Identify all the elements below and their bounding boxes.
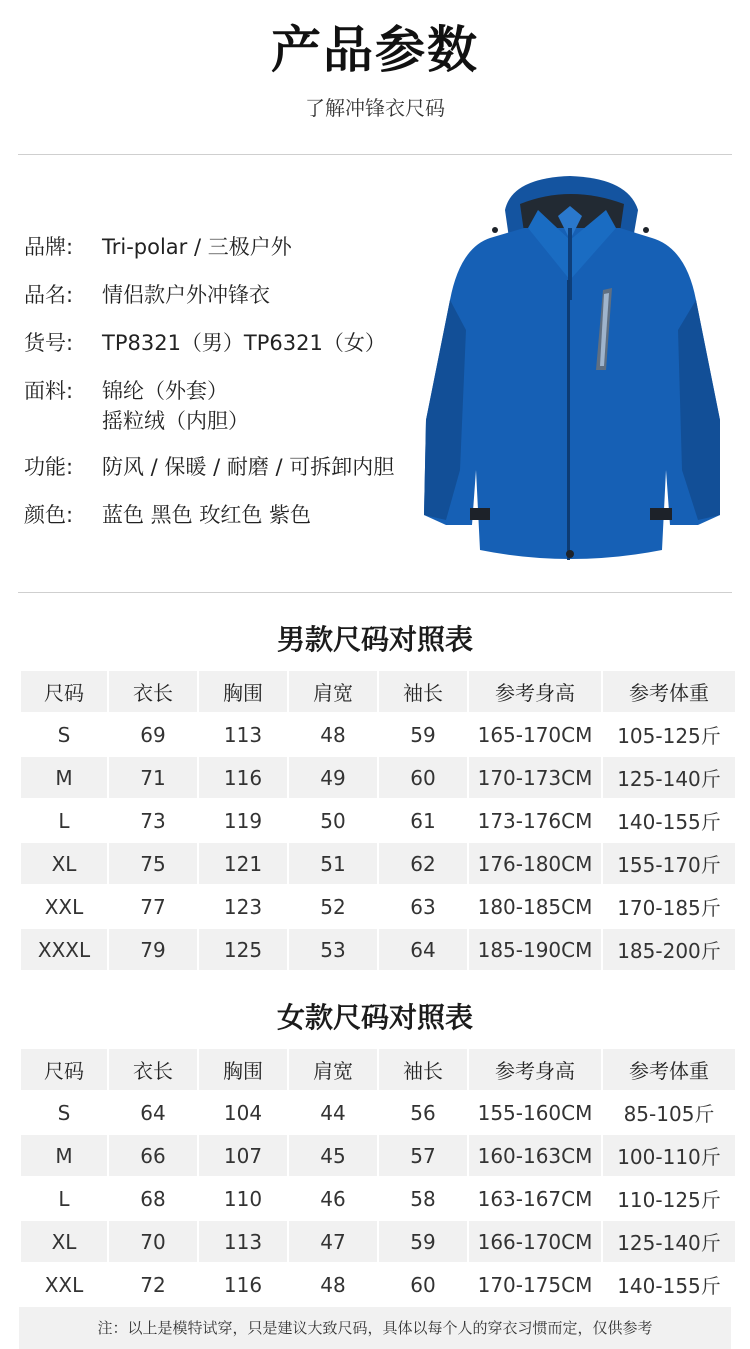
- table-cell: S: [21, 714, 107, 755]
- table-row: [21, 800, 735, 841]
- column-header: 参考体重: [603, 671, 735, 712]
- table-cell: 79: [109, 929, 197, 970]
- param-brand: [24, 232, 394, 262]
- table-cell: 70: [109, 1221, 197, 1262]
- table-cell: 170-185斤: [603, 886, 735, 927]
- table-cell: 49: [289, 757, 377, 798]
- table-cell: 59: [379, 714, 467, 755]
- table-cell: S: [21, 1092, 107, 1133]
- table-cell: 57: [379, 1135, 467, 1176]
- column-header: 参考身高: [469, 671, 601, 712]
- fabric-inner: 摇粒绒（内胆）: [102, 409, 249, 433]
- table-cell: 100-110斤: [603, 1135, 735, 1176]
- table-row: [21, 886, 735, 927]
- param-value: TP8321（男）TP6321（女）: [102, 331, 386, 355]
- table-cell: 52: [289, 886, 377, 927]
- table-cell: XXL: [21, 886, 107, 927]
- table-cell: 64: [109, 1092, 197, 1133]
- param-value: 蓝色 黑色 玫红色 紫色: [102, 503, 312, 527]
- table-cell: 173-176CM: [469, 800, 601, 841]
- table-cell: 116: [199, 1264, 287, 1305]
- column-header: 参考身高: [469, 1049, 601, 1090]
- table-cell: 170-173CM: [469, 757, 601, 798]
- table-cell: 72: [109, 1264, 197, 1305]
- table-cell: 64: [379, 929, 467, 970]
- table-cell: 155-160CM: [469, 1092, 601, 1133]
- table-cell: 69: [109, 714, 197, 755]
- page-title: 产品参数: [271, 21, 479, 79]
- column-header: 衣长: [109, 1049, 197, 1090]
- table-row: [21, 1135, 735, 1176]
- table-row: [21, 929, 735, 970]
- table-cell: 47: [289, 1221, 377, 1262]
- table-cell: 113: [199, 714, 287, 755]
- table-cell: 46: [289, 1178, 377, 1219]
- column-header: 胸围: [199, 1049, 287, 1090]
- param-value: [102, 376, 249, 436]
- column-header: 胸围: [199, 671, 287, 712]
- column-header: 尺码: [21, 671, 107, 712]
- table-cell: XXL: [21, 1264, 107, 1305]
- table-row: [21, 843, 735, 884]
- table-header-row: [21, 1049, 735, 1090]
- table-cell: 110: [199, 1178, 287, 1219]
- divider-middle: [18, 592, 732, 593]
- table-cell: 176-180CM: [469, 843, 601, 884]
- table-row: [21, 1092, 735, 1133]
- table-cell: 71: [109, 757, 197, 798]
- table-cell: 163-167CM: [469, 1178, 601, 1219]
- table-cell: 180-185CM: [469, 886, 601, 927]
- table-cell: 58: [379, 1178, 467, 1219]
- table-cell: 63: [379, 886, 467, 927]
- column-header: 肩宽: [289, 1049, 377, 1090]
- table-cell: 105-125斤: [603, 714, 735, 755]
- param-value: Tri-polar / 三极户外: [102, 235, 292, 259]
- blue-jacket-image: [420, 170, 730, 570]
- table-cell: L: [21, 1178, 107, 1219]
- table-cell: 160-163CM: [469, 1135, 601, 1176]
- table-cell: 66: [109, 1135, 197, 1176]
- param-function: [24, 452, 394, 482]
- table-cell: 165-170CM: [469, 714, 601, 755]
- table-cell: 75: [109, 843, 197, 884]
- table-row: [21, 1264, 735, 1305]
- footnote: 注：以上是模特试穿，只是建议大致尺码，具体以每个人的穿衣习惯而定，仅供参考: [19, 1307, 731, 1349]
- column-header: 衣长: [109, 671, 197, 712]
- table-cell: 61: [379, 800, 467, 841]
- men-size-table: [19, 669, 737, 972]
- table-cell: 44: [289, 1092, 377, 1133]
- column-header: 袖长: [379, 671, 467, 712]
- param-value: 情侣款户外冲锋衣: [102, 283, 270, 307]
- table-cell: 60: [379, 757, 467, 798]
- table-cell: 68: [109, 1178, 197, 1219]
- table-cell: 140-155斤: [603, 1264, 735, 1305]
- table-cell: 125: [199, 929, 287, 970]
- table-cell: 53: [289, 929, 377, 970]
- param-label: 品牌:: [24, 235, 74, 259]
- table-cell: M: [21, 757, 107, 798]
- table-cell: XL: [21, 1221, 107, 1262]
- column-header: 袖长: [379, 1049, 467, 1090]
- table-cell: 107: [199, 1135, 287, 1176]
- param-fabric: [24, 376, 394, 436]
- table-cell: 62: [379, 843, 467, 884]
- param-label: 货号:: [24, 331, 74, 355]
- table-cell: L: [21, 800, 107, 841]
- table-cell: 60: [379, 1264, 467, 1305]
- table-cell: 123: [199, 886, 287, 927]
- table-row: [21, 1221, 735, 1262]
- column-header: 尺码: [21, 1049, 107, 1090]
- column-header: 参考体重: [603, 1049, 735, 1090]
- param-colors: [24, 500, 394, 530]
- table-cell: 48: [289, 714, 377, 755]
- param-sku: [24, 328, 394, 358]
- table-cell: 155-170斤: [603, 843, 735, 884]
- table-cell: 85-105斤: [603, 1092, 735, 1133]
- table-cell: 104: [199, 1092, 287, 1133]
- fabric-outer: 锦纶（外套）: [102, 379, 228, 403]
- table-cell: 140-155斤: [603, 800, 735, 841]
- table-cell: 51: [289, 843, 377, 884]
- table-cell: 113: [199, 1221, 287, 1262]
- divider-top: [18, 154, 732, 155]
- param-name: [24, 280, 394, 310]
- table-cell: 73: [109, 800, 197, 841]
- table-cell: 59: [379, 1221, 467, 1262]
- table-cell: 119: [199, 800, 287, 841]
- table-cell: 185-200斤: [603, 929, 735, 970]
- product-params: [24, 232, 394, 548]
- page-subtitle: 了解冲锋衣尺码: [305, 96, 445, 120]
- table-cell: M: [21, 1135, 107, 1176]
- table-cell: 45: [289, 1135, 377, 1176]
- table-cell: 121: [199, 843, 287, 884]
- table-row: [21, 757, 735, 798]
- column-header: 肩宽: [289, 671, 377, 712]
- table-cell: 125-140斤: [603, 1221, 735, 1262]
- param-label: 品名:: [24, 283, 74, 307]
- table-cell: 77: [109, 886, 197, 927]
- table-cell: 50: [289, 800, 377, 841]
- women-size-table: [19, 1047, 737, 1307]
- table-cell: 116: [199, 757, 287, 798]
- table-cell: 56: [379, 1092, 467, 1133]
- table-cell: 170-175CM: [469, 1264, 601, 1305]
- men-table-title: 男款尺码对照表: [276, 623, 473, 656]
- param-label: 功能:: [24, 455, 74, 479]
- param-value: 防风 / 保暖 / 耐磨 / 可拆卸内胆: [102, 455, 395, 479]
- param-label: 面料:: [24, 379, 74, 403]
- table-header-row: [21, 671, 735, 712]
- table-cell: XXXL: [21, 929, 107, 970]
- table-cell: 125-140斤: [603, 757, 735, 798]
- table-row: [21, 714, 735, 755]
- table-cell: XL: [21, 843, 107, 884]
- women-table-title: 女款尺码对照表: [276, 1001, 473, 1034]
- table-cell: 110-125斤: [603, 1178, 735, 1219]
- param-label: 颜色:: [24, 503, 74, 527]
- table-cell: 166-170CM: [469, 1221, 601, 1262]
- table-row: [21, 1178, 735, 1219]
- table-cell: 48: [289, 1264, 377, 1305]
- table-cell: 185-190CM: [469, 929, 601, 970]
